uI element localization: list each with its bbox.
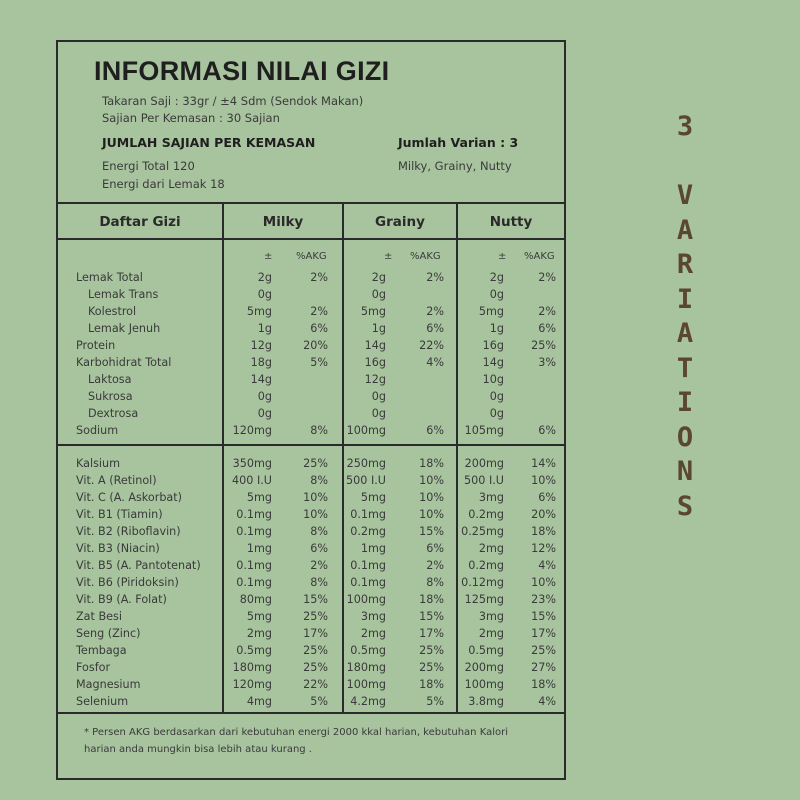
page-title: INFORMASI NILAI GIZI	[94, 56, 390, 86]
amount-cell: 14g	[364, 339, 386, 352]
amount-cell: 2mg	[360, 627, 386, 640]
amount-cell: 0.1mg	[236, 559, 272, 572]
side-letter: A	[676, 318, 694, 349]
amount-cell: 3mg	[478, 610, 504, 623]
akg-cell: 25%	[531, 339, 556, 352]
akg-cell: 8%	[426, 576, 444, 589]
variant-names: Milky, Grainy, Nutty	[398, 159, 512, 173]
akg-cell: 10%	[531, 576, 556, 589]
amount-cell: 400 I.U	[232, 474, 272, 487]
akg-cell: 10%	[303, 508, 328, 521]
nutrient-label: Vit. B2 (Riboflavin)	[76, 525, 181, 538]
table-row	[58, 422, 564, 439]
table-row	[58, 557, 564, 574]
akg-cell: 8%	[310, 424, 328, 437]
table-row	[58, 303, 564, 320]
amount-cell: 2g	[371, 271, 386, 284]
amount-cell: 2g	[489, 271, 504, 284]
amount-cell: 0.5mg	[350, 644, 386, 657]
table-row	[58, 693, 564, 710]
amount-cell: 100mg	[346, 424, 386, 437]
nutrient-label: Kolestrol	[88, 305, 137, 318]
table-row	[58, 320, 564, 337]
akg-cell: 17%	[531, 627, 556, 640]
amount-cell: 1g	[257, 322, 272, 335]
amount-cell: 1mg	[360, 542, 386, 555]
akg-cell: 22%	[303, 678, 328, 691]
akg-cell: 25%	[303, 644, 328, 657]
nutrient-label: Tembaga	[76, 644, 127, 657]
amount-cell: 100mg	[346, 593, 386, 606]
amount-cell: 80mg	[239, 593, 272, 606]
akg-cell: 10%	[419, 508, 444, 521]
amount-cell: 4mg	[246, 695, 272, 708]
table-row	[58, 286, 564, 303]
table-row	[58, 591, 564, 608]
sub-header-amount: ±	[384, 251, 393, 262]
energy-from-fat: Energi dari Lemak 18	[102, 177, 225, 191]
akg-cell: 10%	[303, 491, 328, 504]
amount-cell: 3mg	[478, 491, 504, 504]
side-letter: I	[676, 283, 694, 315]
divider-line	[58, 238, 564, 240]
table-row	[58, 642, 564, 659]
akg-cell: 4%	[538, 695, 556, 708]
amount-cell: 0.1mg	[350, 576, 386, 589]
akg-cell: 6%	[538, 424, 556, 437]
footnote: * Persen AKG berdasarkan dari kebutuhan energi 2000 kkal harian, kebutuhan Kalori harian anda mungkin bisa lebih atau kurang .	[84, 727, 508, 755]
amount-cell: 0.25mg	[461, 525, 504, 538]
table-row	[58, 337, 564, 354]
nutrient-label: Zat Besi	[76, 610, 122, 623]
amount-cell: 10g	[482, 373, 504, 386]
side-letter: V	[676, 180, 694, 211]
amount-cell: 0g	[489, 288, 504, 301]
akg-cell: 2%	[538, 305, 556, 318]
akg-cell: 14%	[531, 457, 556, 470]
nutrient-label: Fosfor	[76, 661, 111, 674]
akg-cell: 2%	[426, 271, 444, 284]
divider-line	[58, 444, 564, 446]
table-row	[58, 676, 564, 693]
column-header-nutrient: Daftar Gizi	[99, 214, 181, 230]
amount-cell: 12g	[364, 373, 386, 386]
akg-cell: 6%	[538, 322, 556, 335]
akg-cell: 4%	[426, 356, 444, 369]
amount-cell: 5mg	[360, 491, 386, 504]
amount-cell: 0g	[257, 390, 272, 403]
amount-cell: 16g	[482, 339, 504, 352]
table-row	[58, 354, 564, 371]
akg-cell: 25%	[303, 457, 328, 470]
amount-cell: 0.2mg	[350, 525, 386, 538]
divider-line	[58, 202, 564, 204]
akg-cell: 23%	[531, 593, 556, 606]
nutrient-label: Vit. B9 (A. Folat)	[76, 593, 167, 606]
amount-cell: 180mg	[346, 661, 386, 674]
table-row	[58, 472, 564, 489]
amount-cell: 0g	[371, 288, 386, 301]
amount-cell: 100mg	[346, 678, 386, 691]
nutrient-label: Protein	[76, 339, 116, 352]
nutrient-label: Vit. B6 (Piridoksin)	[76, 576, 179, 589]
amount-cell: 0.1mg	[350, 559, 386, 572]
akg-cell: 25%	[303, 610, 328, 623]
akg-cell: 18%	[419, 457, 444, 470]
akg-cell: 5%	[426, 695, 444, 708]
sub-header-akg: %AKG	[410, 251, 441, 262]
amount-cell: 500 I.U	[346, 474, 386, 487]
nutrient-label: Laktosa	[88, 373, 132, 386]
amount-cell: 0.5mg	[236, 644, 272, 657]
table-row	[58, 455, 564, 472]
akg-cell: 10%	[419, 491, 444, 504]
akg-cell: 2%	[310, 305, 328, 318]
amount-cell: 0.1mg	[236, 576, 272, 589]
amount-cell: 0g	[257, 288, 272, 301]
akg-cell: 8%	[310, 474, 328, 487]
amount-cell: 5mg	[360, 305, 386, 318]
akg-cell: 22%	[419, 339, 444, 352]
akg-cell: 12%	[531, 542, 556, 555]
amount-cell: 0.1mg	[236, 525, 272, 538]
amount-cell: 120mg	[232, 424, 272, 437]
amount-cell: 18g	[250, 356, 272, 369]
akg-cell: 3%	[538, 356, 556, 369]
energy-total: Energi Total 120	[102, 159, 195, 173]
nutrient-label: Sukrosa	[88, 390, 133, 403]
akg-cell: 18%	[419, 593, 444, 606]
nutrient-label: Vit. B3 (Niacin)	[76, 542, 160, 555]
amount-cell: 1g	[371, 322, 386, 335]
sub-header-akg: %AKG	[296, 251, 327, 262]
amount-cell: 14g	[250, 373, 272, 386]
amount-cell: 1g	[489, 322, 504, 335]
amount-cell: 180mg	[232, 661, 272, 674]
akg-cell: 18%	[531, 525, 556, 538]
nutrient-label: Karbohidrat Total	[76, 356, 172, 369]
akg-cell: 15%	[419, 525, 444, 538]
nutrient-label: Sodium	[76, 424, 119, 437]
akg-cell: 25%	[303, 661, 328, 674]
akg-cell: 6%	[310, 322, 328, 335]
amount-cell: 0.1mg	[236, 508, 272, 521]
akg-cell: 6%	[426, 322, 444, 335]
amount-cell: 0g	[371, 407, 386, 420]
amount-cell: 250mg	[346, 457, 386, 470]
akg-cell: 15%	[531, 610, 556, 623]
nutrient-label: Dextrosa	[88, 407, 139, 420]
amount-cell: 16g	[364, 356, 386, 369]
side-text-3-variations	[650, 110, 720, 524]
akg-cell: 2%	[310, 559, 328, 572]
table-row	[58, 523, 564, 540]
akg-cell: 15%	[303, 593, 328, 606]
side-letter: A	[676, 214, 694, 246]
side-letter	[650, 145, 720, 180]
nutrient-label: Selenium	[76, 695, 129, 708]
amount-cell: 14g	[482, 356, 504, 369]
sub-header-amount: ±	[498, 251, 507, 262]
table-row	[58, 506, 564, 523]
akg-cell: 8%	[310, 525, 328, 538]
amount-cell: 350mg	[232, 457, 272, 470]
amount-cell: 105mg	[464, 424, 504, 437]
akg-cell: 15%	[419, 610, 444, 623]
akg-cell: 2%	[310, 271, 328, 284]
amount-cell: 0g	[489, 390, 504, 403]
per-pack-heading: JUMLAH SAJIAN PER KEMASAN	[102, 135, 316, 150]
akg-cell: 10%	[531, 474, 556, 487]
akg-cell: 25%	[419, 661, 444, 674]
akg-cell: 2%	[538, 271, 556, 284]
table-row	[58, 269, 564, 286]
akg-cell: 18%	[531, 678, 556, 691]
akg-cell: 8%	[310, 576, 328, 589]
table-row	[58, 659, 564, 676]
akg-cell: 5%	[310, 356, 328, 369]
akg-cell: 17%	[303, 627, 328, 640]
table-row	[58, 574, 564, 591]
akg-cell: 25%	[419, 644, 444, 657]
table-row	[58, 540, 564, 557]
side-letter: S	[676, 490, 694, 522]
side-letter: O	[676, 421, 694, 453]
amount-cell: 3mg	[360, 610, 386, 623]
amount-cell: 125mg	[464, 593, 504, 606]
akg-cell: 18%	[419, 678, 444, 691]
nutrition-facts-panel	[56, 40, 566, 780]
amount-cell: 1mg	[246, 542, 272, 555]
akg-cell: 5%	[310, 695, 328, 708]
nutrient-label: Magnesium	[76, 678, 141, 691]
side-letter: N	[676, 456, 694, 487]
amount-cell: 500 I.U	[464, 474, 504, 487]
table-row	[58, 371, 564, 388]
amount-cell: 200mg	[464, 457, 504, 470]
akg-cell: 17%	[419, 627, 444, 640]
side-letter: R	[676, 249, 694, 280]
akg-cell: 27%	[531, 661, 556, 674]
akg-cell: 2%	[426, 559, 444, 572]
table-row	[58, 608, 564, 625]
nutrient-label: Lemak Trans	[88, 288, 159, 301]
nutrient-label: Lemak Jenuh	[88, 322, 161, 335]
side-letter: T	[676, 352, 694, 384]
akg-cell: 6%	[310, 542, 328, 555]
side-letter: I	[676, 387, 694, 418]
column-header-milky: Milky	[262, 214, 304, 230]
column-header-nutty: Nutty	[489, 214, 533, 230]
table-row	[58, 405, 564, 422]
nutrient-label: Seng (Zinc)	[76, 627, 141, 640]
akg-cell: 6%	[426, 542, 444, 555]
sub-header-akg: %AKG	[524, 251, 555, 262]
servings-per-pack: Sajian Per Kemasan : 30 Sajian	[102, 111, 280, 125]
akg-cell: 10%	[419, 474, 444, 487]
table-row	[58, 388, 564, 405]
amount-cell: 100mg	[464, 678, 504, 691]
amount-cell: 4.2mg	[350, 695, 386, 708]
amount-cell: 2mg	[478, 542, 504, 555]
nutrient-label: Kalsium	[76, 457, 121, 470]
serving-size: Takaran Saji : 33gr / ±4 Sdm (Sendok Makan)	[102, 94, 364, 108]
amount-cell: 0.1mg	[350, 508, 386, 521]
amount-cell: 0.2mg	[468, 559, 504, 572]
akg-cell: 6%	[426, 424, 444, 437]
akg-cell: 4%	[538, 559, 556, 572]
amount-cell: 0.2mg	[468, 508, 504, 521]
akg-cell: 2%	[426, 305, 444, 318]
amount-cell: 5mg	[478, 305, 504, 318]
side-letter: 3	[676, 111, 694, 142]
table-row	[58, 625, 564, 642]
amount-cell: 0g	[371, 390, 386, 403]
amount-cell: 0g	[257, 407, 272, 420]
amount-cell: 0.12mg	[461, 576, 504, 589]
akg-cell: 25%	[531, 644, 556, 657]
amount-cell: 3.8mg	[468, 695, 504, 708]
amount-cell: 2mg	[246, 627, 272, 640]
amount-cell: 120mg	[232, 678, 272, 691]
amount-cell: 5mg	[246, 491, 272, 504]
nutrient-label: Vit. B5 (A. Pantotenat)	[76, 559, 201, 572]
nutrient-label: Lemak Total	[76, 271, 143, 284]
amount-cell: 2mg	[478, 627, 504, 640]
divider-line	[58, 712, 564, 714]
sub-header-amount: ±	[264, 251, 273, 262]
akg-cell: 20%	[303, 339, 328, 352]
amount-cell: 5mg	[246, 610, 272, 623]
amount-cell: 2g	[257, 271, 272, 284]
amount-cell: 0g	[489, 407, 504, 420]
table-row	[58, 489, 564, 506]
nutrient-label: Vit. B1 (Tiamin)	[76, 508, 163, 521]
column-header-grainy: Grainy	[375, 214, 425, 230]
akg-cell: 6%	[538, 491, 556, 504]
akg-cell: 20%	[531, 508, 556, 521]
amount-cell: 5mg	[246, 305, 272, 318]
amount-cell: 0.5mg	[468, 644, 504, 657]
variant-count: Jumlah Varian : 3	[398, 135, 519, 150]
nutrient-label: Vit. A (Retinol)	[76, 474, 157, 487]
amount-cell: 12g	[250, 339, 272, 352]
nutrient-label: Vit. C (A. Askorbat)	[76, 491, 183, 504]
amount-cell: 200mg	[464, 661, 504, 674]
